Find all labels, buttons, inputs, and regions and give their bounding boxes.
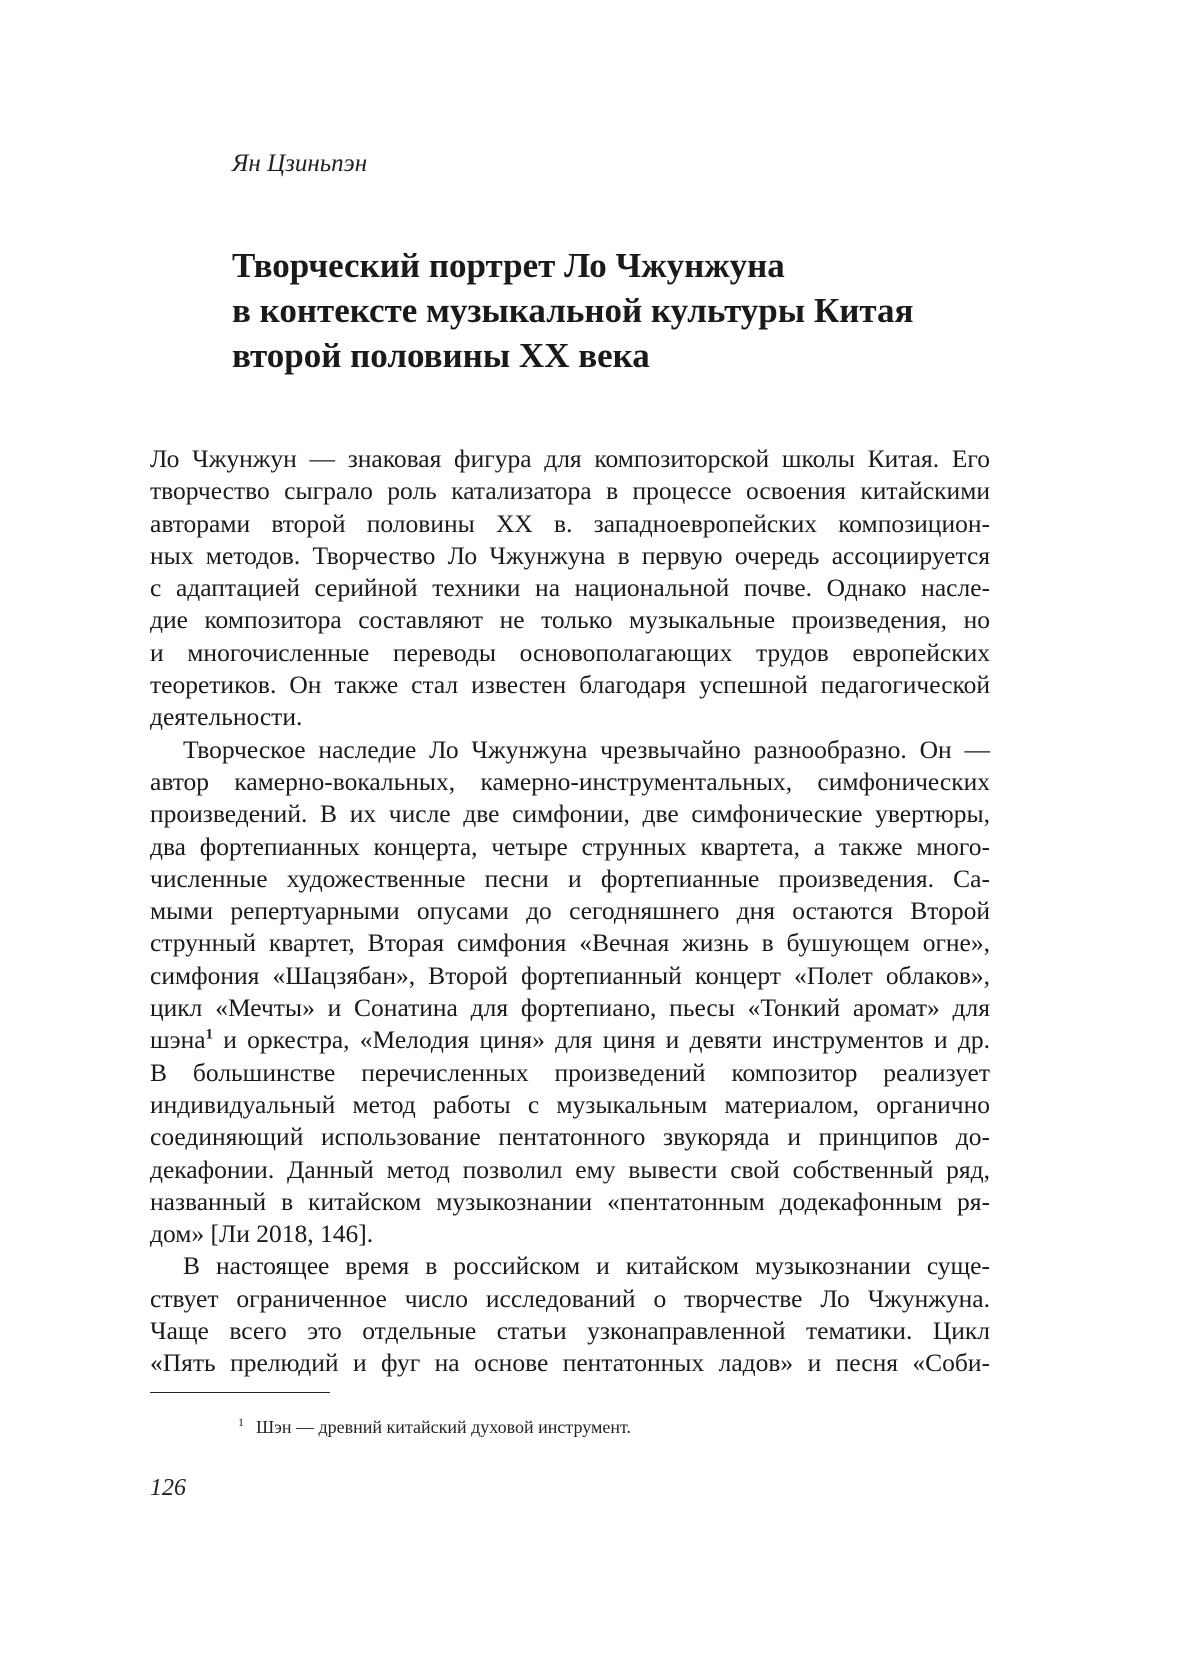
text-line: Творческое наследие Ло Чжунжуна чрезвычайно разнообразно. Он — — [150, 734, 990, 766]
text-line: дом» [Ли 2018, 146]. — [150, 1218, 990, 1250]
text-line: автор камерно-вокальных, камерно-инструментальных, симфонических — [150, 766, 990, 798]
page-number: 126 — [150, 1475, 186, 1502]
footnote — [238, 1415, 631, 1438]
footnote-reference[interactable]: 1 — [206, 1027, 214, 1043]
title-line: Творческий портрет Ло Чжунжуна — [232, 243, 1032, 288]
text-line: и многочисленные переводы основополагающих трудов европейских — [150, 637, 990, 669]
text-line: мыми репертуарными опусами до сегодняшнего дня остаются Второй — [150, 895, 990, 927]
text-fragment: шэна — [150, 1025, 206, 1054]
text-line: Чаще всего это отдельные статьи узконаправленной тематики. Цикл — [150, 1315, 990, 1347]
author-name: Ян Цзиньпэн — [232, 150, 367, 178]
text-line: цикл «Мечты» и Сонатина для фортепиано, пьесы «Тонкий аромат» для — [150, 992, 990, 1024]
text-line: творчество сыграло роль катализатора в процессе освоения китайскими — [150, 475, 990, 507]
text-line-with-footnote — [150, 1024, 990, 1056]
text-line: теоретиков. Он также стал известен благодаря успешной педагогической — [150, 669, 990, 701]
text-line: В большинстве перечисленных произведений композитор реализует — [150, 1057, 990, 1089]
text-line: с адаптацией серийной техники на национальной почве. Однако насле- — [150, 572, 990, 604]
text-line: Ло Чжунжун — знаковая фигура для композиторской школы Китая. Его — [150, 443, 990, 475]
text-line: декафонии. Данный метод позволил ему вывести свой собственный ряд, — [150, 1154, 990, 1186]
text-line: численные художественные песни и фортепианные произведения. Са- — [150, 863, 990, 895]
text-line: струнный квартет, Вторая симфония «Вечная жизнь в бушующем огне», — [150, 927, 990, 959]
text-line: соединяющий использование пентатонного звукоряда и принципов до- — [150, 1121, 990, 1153]
text-fragment: и оркестра, «Мелодия циня» для циня и девяти инструментов и др. — [223, 1025, 990, 1054]
footnote-number: 1 — [238, 1415, 244, 1429]
text-line: индивидуальный метод работы с музыкальным материалом, органично — [150, 1089, 990, 1121]
text-line: два фортепианных концерта, четыре струнных квартета, а также много- — [150, 831, 990, 863]
text-line: дие композитора составляют не только музыкальные произведения, но — [150, 604, 990, 636]
title-line: в контексте музыкальной культуры Китая — [232, 288, 1032, 333]
text-line: В настоящее время в российском и китайском музыкознании суще- — [150, 1250, 990, 1282]
title-line: второй половины XX века — [232, 333, 1032, 378]
footnote-text: Шэн — древний китайский духовой инструмент. — [256, 1417, 631, 1437]
text-line: авторами второй половины XX в. западноевропейских композицион- — [150, 508, 990, 540]
paragraph-2 — [150, 734, 990, 1251]
paragraph-3 — [150, 1250, 990, 1379]
article-title — [232, 243, 1032, 378]
paragraph-1 — [150, 443, 990, 734]
document-page — [0, 0, 1200, 1674]
article-body — [150, 443, 990, 1380]
text-line: деятельности. — [150, 701, 990, 733]
text-line: ствует ограниченное число исследований о творчестве Ло Чжунжуна. — [150, 1283, 990, 1315]
text-line: произведений. В их числе две симфонии, две симфонические увертюры, — [150, 798, 990, 830]
text-line: симфония «Шацзябан», Второй фортепианный концерт «Полет облаков», — [150, 960, 990, 992]
text-line: ных методов. Творчество Ло Чжунжуна в первую очередь ассоциируется — [150, 540, 990, 572]
footnote-divider — [150, 1392, 330, 1393]
text-line: названный в китайском музыкознании «пентатонным додекафонным ря- — [150, 1186, 990, 1218]
text-line: «Пять прелюдий и фуг на основе пентатонных ладов» и песня «Соби- — [150, 1347, 990, 1379]
